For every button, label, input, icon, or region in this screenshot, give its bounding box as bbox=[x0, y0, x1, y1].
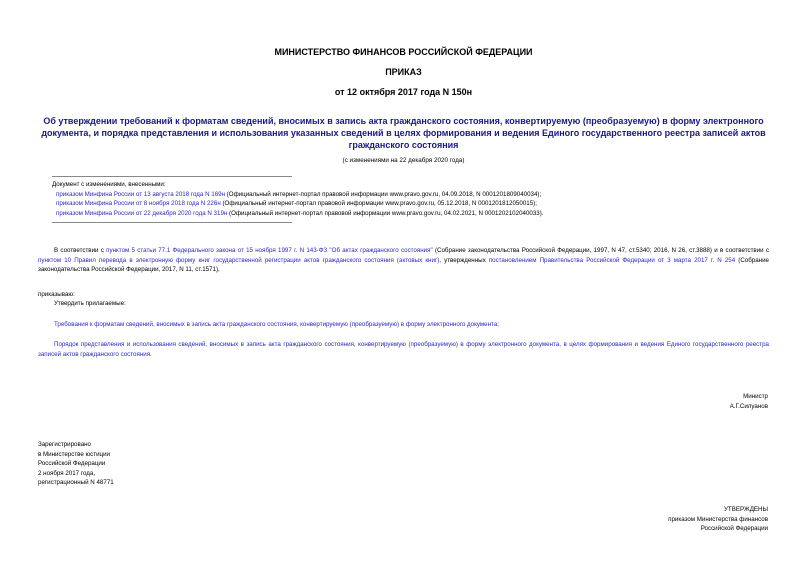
ministry-title: МИНИСТЕРСТВО ФИНАНСОВ РОССИЙСКОЙ ФЕДЕРАЦИИ bbox=[274, 47, 533, 57]
subject-link-procedure[interactable]: порядка представления и использования указанных сведений в целях формирования и ведения Единого государственного реестра записей актов гражданского состояния bbox=[101, 128, 766, 150]
registration-line: 2 ноября 2017 года, bbox=[38, 469, 96, 477]
signature-block bbox=[730, 392, 768, 411]
registration-line: Зарегистрировано bbox=[38, 441, 91, 448]
subject-text-2: , и bbox=[88, 128, 102, 138]
subject-text-1: Об утверждении bbox=[43, 116, 120, 126]
preamble-text: В соответствии с bbox=[54, 247, 107, 254]
link-rules-item10[interactable]: пунктом 10 Правил перевода в электронную форму книг государственной регистрации актов гражданского состояния (актовых книг) bbox=[38, 256, 440, 264]
change-item bbox=[52, 199, 772, 209]
approve-line: Утвердить прилагаемые: bbox=[54, 300, 126, 307]
approved-item-procedure[interactable]: Порядок представления и использования сведений, вносимых в запись акта гражданского состояния, конвертируемую (преобразуемую) в форму электронного документа, в целях формирования и ведения Единого государственного реестра записей актов гражданского состояния. bbox=[38, 341, 769, 358]
preamble-text: , утвержденных bbox=[439, 256, 489, 264]
change-item-text: (Официальный интернет-портал правовой информации www.pravo.gov.ru, 05.12.2018, N 0001201812050015); bbox=[220, 200, 537, 207]
approved-line: приказом Министерства финансов bbox=[668, 515, 768, 523]
doc-date-number: от 12 октября 2017 года N 150н bbox=[334, 87, 473, 97]
approved-block bbox=[668, 505, 768, 534]
change-link-226n[interactable]: приказом Минфина России от 8 ноября 2018 года N 226н bbox=[56, 200, 221, 207]
registration-line: регистрационный N 48771 bbox=[38, 479, 114, 486]
doc-subject bbox=[38, 115, 769, 151]
preamble-text: (Собрание законодательства Российской Федерации, 1997, N 47, ст.5340; 2016, N 26, ст.3888) и в соответствии с bbox=[432, 247, 769, 254]
change-link-169n[interactable]: приказом Минфина России от 13 августа 2018 года N 169н bbox=[56, 190, 226, 198]
preamble-text: (Собрание законодательства Российской Федерации, 2017, N 11, ст.1571), bbox=[38, 256, 769, 273]
divider-bottom bbox=[52, 222, 292, 223]
signature-name: А.Г.Силуанов bbox=[729, 402, 768, 410]
divider-top bbox=[52, 176, 292, 177]
changes-intro: Документ с изменениями, внесенными: bbox=[52, 181, 166, 188]
change-item bbox=[52, 209, 772, 219]
change-link-319n[interactable]: приказом Минфина России от 22 декабря 2020 года N 319н bbox=[56, 209, 228, 217]
change-item-text: (Официальный интернет-портал правовой информации www.pravo.gov.ru, 04.09.2018, N 0001201809040034); bbox=[225, 190, 542, 198]
registration-line: в Министерстве юстиции bbox=[38, 450, 111, 458]
subject-link-requirements[interactable]: требований к форматам сведений, вносимых в запись акта гражданского состояния, конвертируемую (преобразуемую) в форму электронного документа bbox=[41, 116, 764, 138]
approved-line: УТВЕРЖДЕНЫ bbox=[724, 506, 768, 513]
approved-line: Российской Федерации bbox=[700, 525, 768, 532]
registration-block bbox=[38, 440, 114, 488]
preamble-paragraph bbox=[38, 246, 769, 275]
link-law-143fz[interactable]: пунктом 5 статьи 77.1 Федерального закона от 15 ноября 1997 г. N 143-ФЗ "Об актах гражданского состояния" bbox=[106, 247, 433, 254]
link-government-decree-254[interactable]: постановлением Правительства Российской Федерации от 3 марта 2017 г. N 254 bbox=[488, 256, 736, 264]
registration-line: Российской Федерации bbox=[38, 460, 106, 467]
signature-position: Министр bbox=[743, 393, 768, 400]
changes-block bbox=[52, 180, 772, 218]
doc-type: ПРИКАЗ bbox=[385, 67, 422, 77]
order-word: приказываю: bbox=[38, 291, 75, 298]
change-item-text: (Официальный интернет-портал правовой информации www.pravo.gov.ru, 04.02.2021, N 0001202102040033). bbox=[227, 209, 544, 217]
amended-note: (с изменениями на 22 декабря 2020 года) bbox=[342, 157, 465, 164]
approved-item-requirements[interactable]: Требования к форматам сведений, вносимых в запись акта гражданского состояния, конвертируемую (преобразуемую) в форму электронного документа; bbox=[54, 321, 499, 328]
change-item bbox=[52, 190, 772, 200]
